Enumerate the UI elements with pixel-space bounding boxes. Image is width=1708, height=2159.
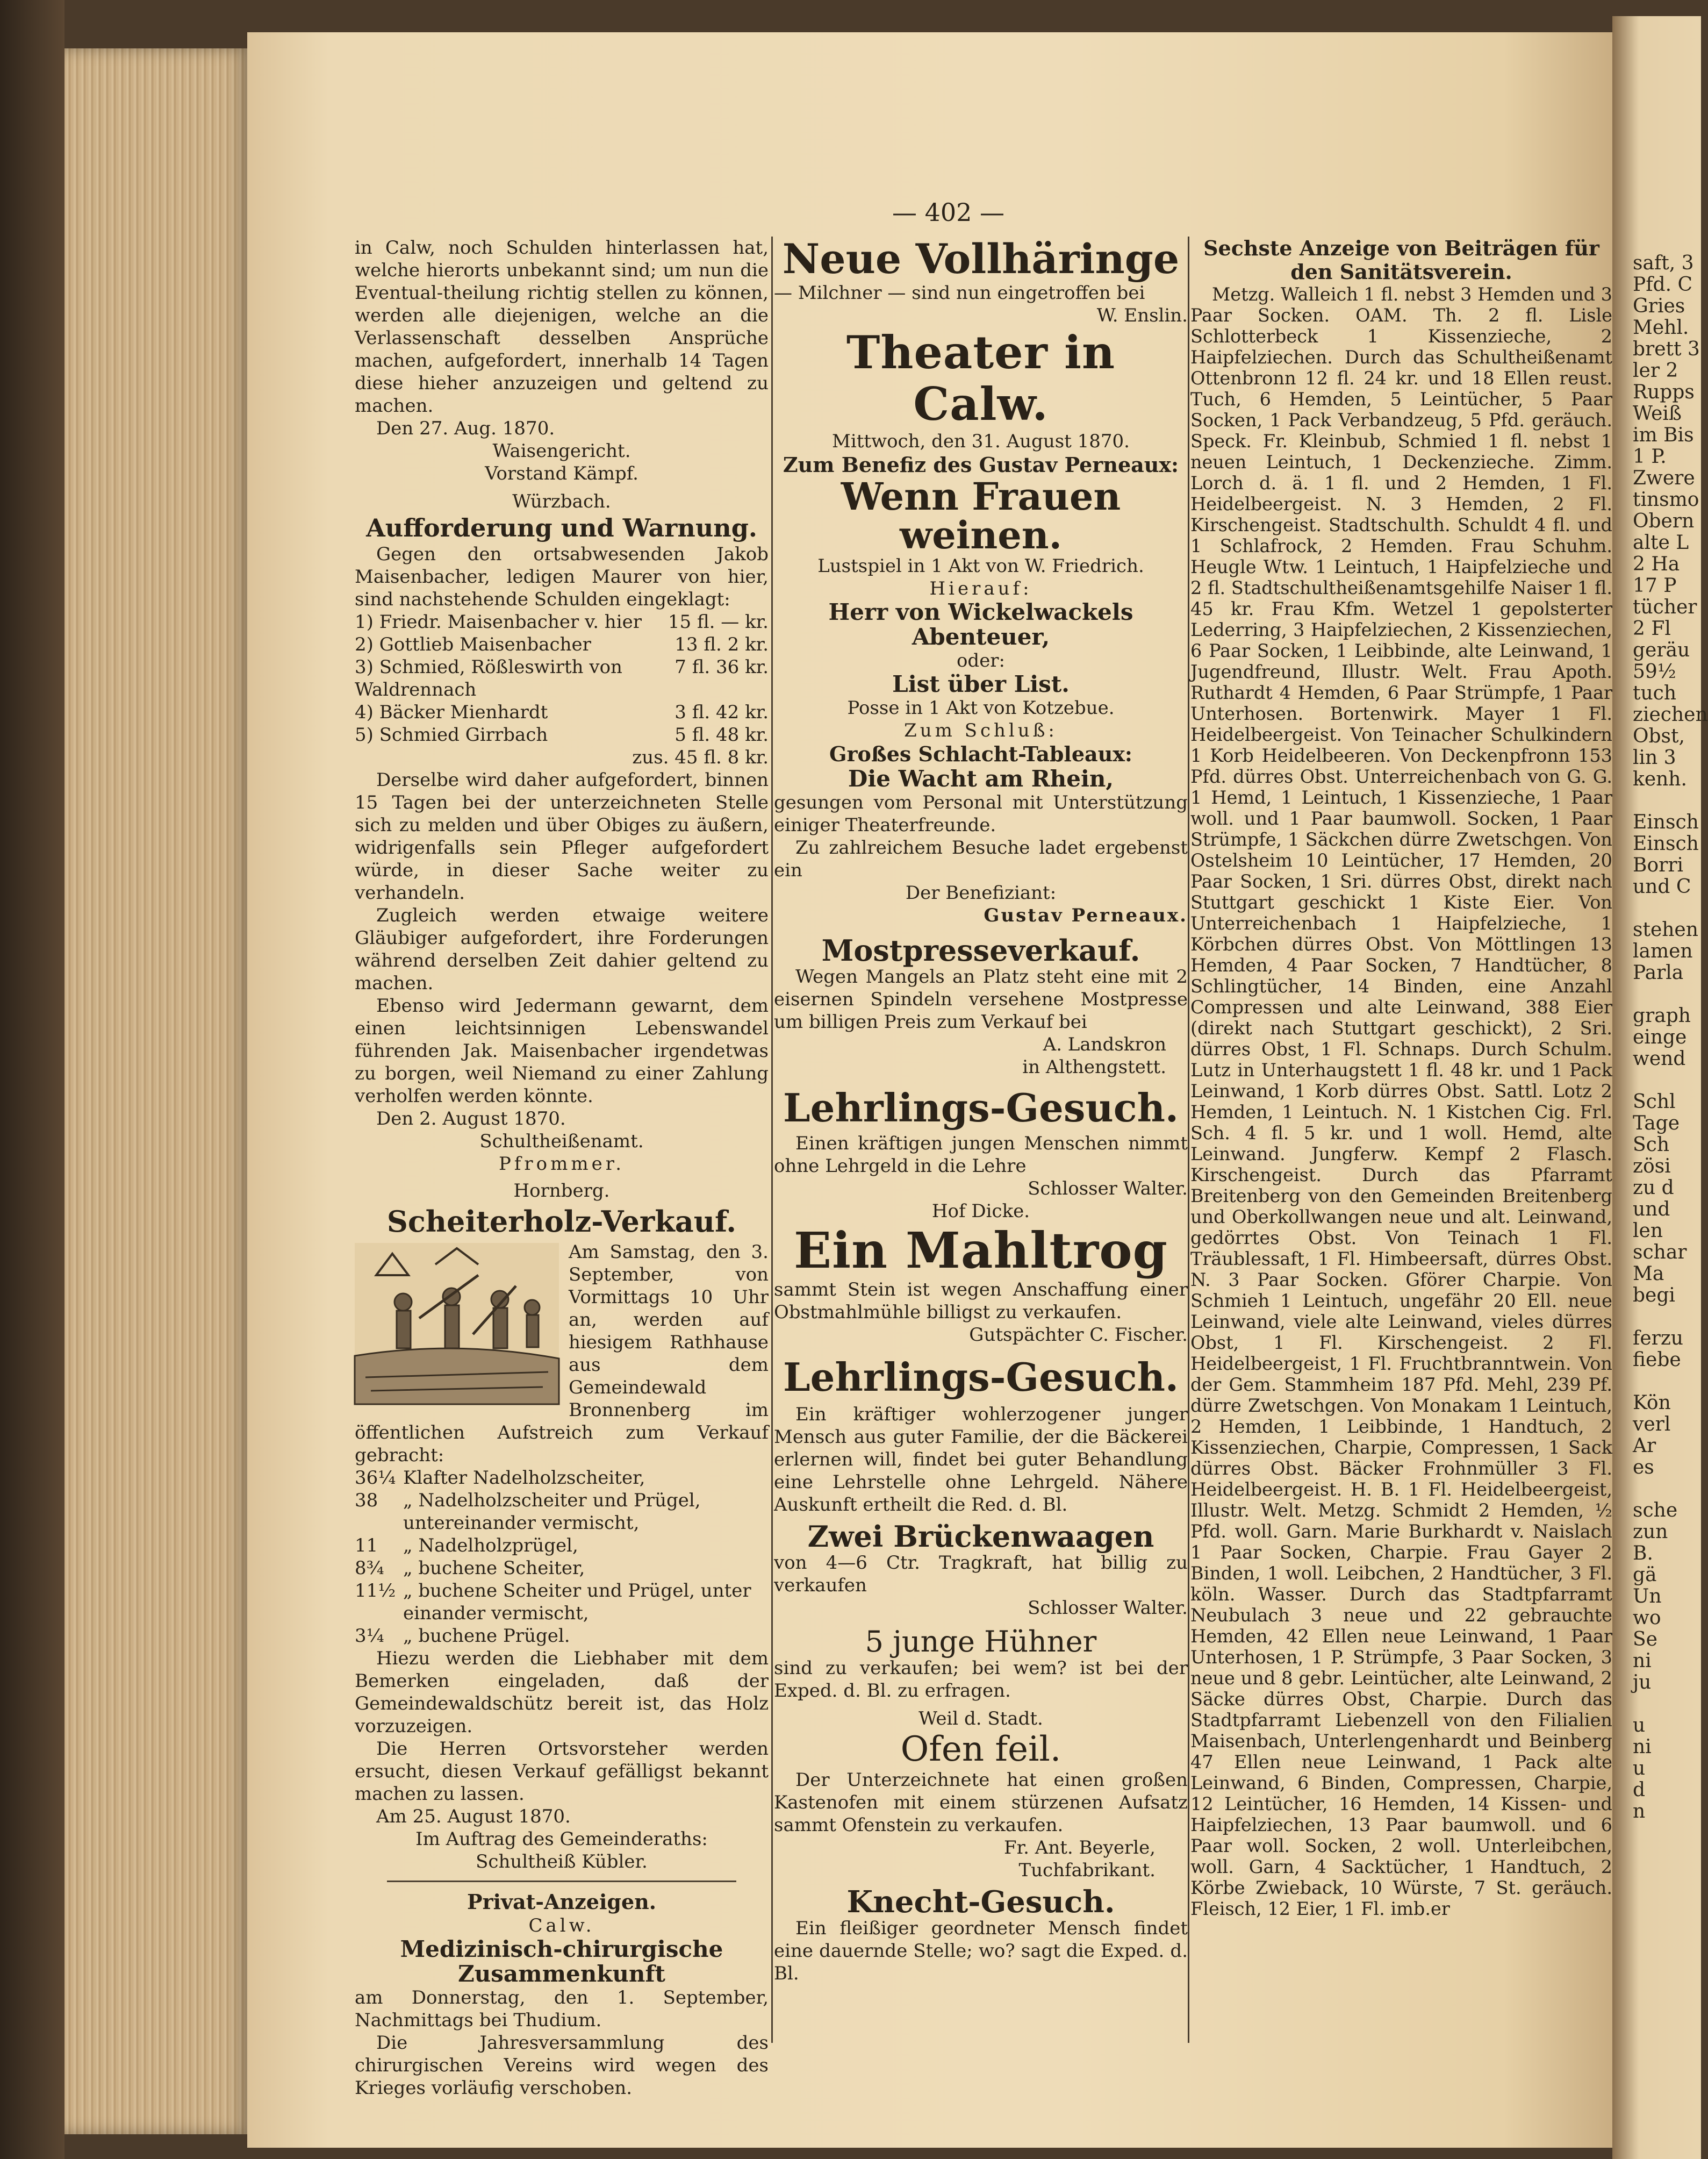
wood-item: „ Nadelholzprügel, xyxy=(403,1535,578,1556)
next-page-fragment: 1 P. xyxy=(1633,446,1667,468)
wood-quantity: 11 xyxy=(355,1535,378,1556)
ad-text: sind zu verkaufen; bei wem? ist bei der Exped. d. Bl. zu erfragen. xyxy=(774,1657,1188,1702)
next-page-fragment: Pfd. C xyxy=(1633,274,1693,296)
notice-court-head: Vorstand Kämpf. xyxy=(485,463,638,484)
wood-item: Klafter Nadelholzscheiter, xyxy=(403,1467,645,1489)
next-page-fragment: es xyxy=(1633,1456,1654,1478)
next-page-fragment: Mehl. xyxy=(1633,317,1689,339)
ad-signature: in Althengstett. xyxy=(1022,1056,1166,1078)
wood-item: „ buchene Prügel. xyxy=(403,1625,570,1647)
next-page-fragment: tücher xyxy=(1633,596,1697,618)
next-page-fragment: tinsmo xyxy=(1633,489,1699,511)
heading-lehrlings-2: Lehrlings-Gesuch. xyxy=(783,1354,1179,1400)
heading-private-ads: Privat-Anzeigen. xyxy=(467,1890,656,1914)
notice-date: Am 25. August 1870. xyxy=(376,1806,571,1827)
next-page-fragment: Kön xyxy=(1633,1392,1671,1414)
notice-authority: Im Auftrag des Gemeinderaths: xyxy=(415,1828,708,1850)
ad-text: sammt Stein ist wegen Anschaffung einer Obstmahlmühle billigst zu verkaufen. xyxy=(774,1279,1188,1323)
debt-row xyxy=(355,656,769,701)
column-rule xyxy=(1188,237,1189,2043)
debt-creditor: 4) Bäcker Mienhardt xyxy=(355,702,548,723)
ad-signature: Gustav Perneaux. xyxy=(984,905,1188,926)
debt-amount: 3 fl. 42 kr. xyxy=(674,702,769,723)
next-page-fragment: gä xyxy=(1633,1564,1657,1586)
heading-play-title: Wenn Frauen weinen. xyxy=(841,474,1121,557)
ad-text: Ein kräftiger wohlerzogener junger Mensch aus guter Familie, der die Bäckerei erlernen will, findet bei guter Behandlung eine Lehrstelle ohne Lehrgeld. Nähere Auskunft ertheilt die Red. d. Bl. xyxy=(774,1404,1188,1515)
ad-text: — Milchner — sind nun eingetroffen bei xyxy=(774,282,1145,304)
debt-amount: 7 fl. 36 kr. xyxy=(674,656,769,678)
wood-table xyxy=(355,1467,769,1647)
next-page-fragment: Einsch xyxy=(1633,833,1699,855)
ad-text: Ein fleißiger geordneter Mensch findet eine dauernde Stelle; wo? sagt die Exped. d. Bl. xyxy=(774,1918,1188,1984)
wood-quantity: 11½ xyxy=(355,1580,396,1602)
heading-zusammenkunft: Medizinisch-chirurgische Zusammenkunft xyxy=(400,1936,723,1987)
page-number: — 402 — xyxy=(892,198,1005,227)
wood-row xyxy=(355,1489,769,1534)
column-rule xyxy=(771,237,773,2043)
heading-wacht: Die Wacht am Rhein, xyxy=(848,766,1114,792)
ad-signature: A. Landskron xyxy=(1043,1034,1166,1055)
notice-text: Zugleich werden etwaige weitere Gläubiger aufgefordert, ihre Forderungen während derselben Zeit dahier geltend zu machen. xyxy=(355,905,769,994)
notice-place: Calw. xyxy=(528,1915,595,1936)
next-page-fragment: sche xyxy=(1633,1499,1678,1521)
debt-creditor: 5) Schmied Girrbach xyxy=(355,724,548,746)
wood-quantity: 8¾ xyxy=(355,1557,384,1579)
heading-brueckenwaagen: Zwei Brückenwaagen xyxy=(807,1519,1154,1554)
ad-text: Zu zahlreichem Besuche ladet ergebenst ein xyxy=(774,837,1188,881)
next-page-fragment: Sch xyxy=(1633,1134,1670,1156)
wood-quantity: 38 xyxy=(355,1490,378,1511)
ad-text: Posse in 1 Akt von Kotzebue. xyxy=(847,697,1115,719)
next-page-fragment: tuch xyxy=(1633,682,1676,704)
heading-huehner: 5 junge Hühner xyxy=(865,1625,1097,1658)
debt-row xyxy=(355,701,769,724)
notice-place: Würzbach. xyxy=(512,491,611,512)
book-spine xyxy=(0,0,64,2159)
next-page-fragment: Se xyxy=(1633,1628,1657,1650)
next-page-fragment: ju xyxy=(1633,1671,1652,1693)
heading-sanitaetsverein: Sechste Anzeige von Beiträgen für den Sanitätsverein. xyxy=(1203,236,1599,284)
next-page-fragment: n xyxy=(1633,1800,1646,1822)
next-page-fragment: einge xyxy=(1633,1026,1687,1048)
debt-row xyxy=(355,633,769,656)
notice-text: Ebenso wird Jedermann gewarnt, dem einen leichtsinnigen Lebenswandel führenden Jak. Maisenbacher irgendetwas zu borgen, weil Niemand zu einer Zahlung verholfen werden könnte. xyxy=(355,995,769,1107)
debt-creditor: 1) Friedr. Maisenbacher v. hier xyxy=(355,611,642,633)
ad-text: Wegen Mangels an Platz steht eine mit 2 eisernen Spindeln versehene Mostpresse um billigen Preis zum Verkauf bei xyxy=(774,966,1188,1033)
notice-text: Am Samstag, den 3. September, von Vormittags 10 Uhr an, werden auf hiesigem Rathhause aus dem Gemeindewald Bronnenberg im öffentlichen Aufstreich zum Verkauf gebracht: xyxy=(355,1241,769,1466)
ad-place: Hof Dicke. xyxy=(931,1200,1030,1222)
section-divider xyxy=(387,1881,736,1882)
next-page-fragment: Borri xyxy=(1633,854,1684,876)
heading-play-title: List über List. xyxy=(892,671,1070,697)
next-page-fragment: kenh. xyxy=(1633,768,1687,790)
ad-signature: Schlosser Walter. xyxy=(1028,1597,1188,1619)
notice-text: Derselbe wird daher aufgefordert, binnen 15 Tagen bei der unterzeichneten Stelle sich zu melden und über Obiges zu äußern, widrigenfalls sein Pfleger aufgefordert würde, in dieser Sache weiter zu verhandeln. xyxy=(355,769,769,904)
next-page-fragment: zösi xyxy=(1633,1155,1671,1177)
next-page-fragment: Tage xyxy=(1633,1112,1680,1134)
debt-amount: 13 fl. 2 kr. xyxy=(674,634,769,655)
wood-row xyxy=(355,1579,769,1625)
next-page-fragment: fiebe xyxy=(1633,1349,1681,1371)
next-page-fragment: schar xyxy=(1633,1241,1687,1263)
next-page-fragment: 2 Fl xyxy=(1633,618,1671,640)
notice-intro-text: in Calw, noch Schulden hinterlassen hat, welche hierorts unbekannt sind; um nun die Eventual-theilung richtig stellen zu können, werden alle diejenigen, welche an die Verlassenschaft desselben Ansprüche machen, aufgefordert, innerhalb 14 Tagen diese hieher anzuzeigen und geltend zu machen. xyxy=(355,237,769,417)
notice-date: Den 27. Aug. 1870. xyxy=(376,418,555,439)
debt-row xyxy=(355,724,769,746)
next-page-fragment: Ar xyxy=(1633,1435,1656,1457)
heading-mostpresse: Mostpresseverkauf. xyxy=(821,933,1140,968)
debt-creditor: 3) Schmied, Rößleswirth von Waldrennach xyxy=(355,656,622,700)
next-page-fragment: saft, 3 xyxy=(1633,252,1694,274)
next-page-fragment: ler 2 xyxy=(1633,360,1678,382)
page-edges xyxy=(64,48,253,2134)
notice-signature: Schultheiß Kübler. xyxy=(476,1851,648,1872)
debt-row xyxy=(355,611,769,633)
next-page-fragment: 2 Ha xyxy=(1633,553,1680,575)
next-page-fragment: begi xyxy=(1633,1284,1675,1306)
next-page-fragment: alte L xyxy=(1633,532,1689,554)
column-right xyxy=(1190,237,1612,2043)
notice-text: Die Jahresversammlung des chirurgischen Vereins wird wegen des Krieges vorläufig verschoben. xyxy=(355,2032,769,2099)
next-page-fragment: zu d xyxy=(1633,1177,1674,1199)
ad-text: Hierauf: xyxy=(929,578,1032,599)
next-page-fragment: geräu xyxy=(1633,639,1690,661)
ad-signature: Schlosser Walter. xyxy=(1028,1178,1188,1199)
next-page-fragment: wo xyxy=(1633,1607,1661,1629)
debts-sum: zus. 45 fl. 8 kr. xyxy=(632,747,769,768)
heading-mahltrog: Ein Mahltrog xyxy=(794,1221,1168,1279)
next-page-fragment: lin 3 xyxy=(1633,747,1676,769)
notice-signature: Pfrommer. xyxy=(498,1153,625,1175)
next-page-fragment: Parla xyxy=(1633,962,1684,984)
ad-text: Zum Schluß: xyxy=(904,720,1058,741)
ad-benefit: Zum Benefiz des Gustav Perneaux: xyxy=(783,453,1179,477)
ad-signature: W. Enslin. xyxy=(1096,305,1188,326)
next-page-fragment: len xyxy=(1633,1220,1663,1242)
next-page-fragment: Obst, xyxy=(1633,725,1685,747)
ad-text: Lustspiel in 1 Akt von W. Friedrich. xyxy=(817,555,1144,577)
next-page-fragment: ferzu xyxy=(1633,1327,1683,1349)
ad-signature: Fr. Ant. Beyerle, xyxy=(1004,1837,1156,1858)
next-page-fragment: d xyxy=(1633,1779,1646,1801)
next-page-fragment: Ma xyxy=(1633,1263,1664,1285)
next-page-fragment: Zwere xyxy=(1633,467,1695,489)
column-middle xyxy=(774,237,1188,2043)
next-page-fragment: 17 P xyxy=(1633,575,1677,597)
next-page-fragment: u xyxy=(1633,1714,1646,1736)
wood-item: „ buchene Scheiter und Prügel, unter einander vermischt, xyxy=(403,1580,751,1624)
wood-quantity: 36¼ xyxy=(355,1467,396,1489)
notice-text: Die Herren Ortsvorsteher werden ersucht, diesen Verkauf gefälligst bekannt machen zu lassen. xyxy=(355,1738,769,1805)
notice-office: Schultheißenamt. xyxy=(479,1131,644,1152)
next-page-fragment: Schl xyxy=(1633,1091,1676,1113)
notice-text: Gegen den ortsabwesenden Jakob Maisenbacher, ledigen Maurer von hier, sind nachstehende Schulden eingeklagt: xyxy=(355,544,769,610)
next-page-fragment: stehen xyxy=(1633,919,1698,941)
heading-lehrlings-1: Lehrlings-Gesuch. xyxy=(783,1085,1179,1131)
wood-row xyxy=(355,1625,769,1647)
ad-text: Der Unterzeichnete hat einen großen Kastenofen mit einem stürzenen Aufsatz sammt Ofenstein zu verkaufen. xyxy=(774,1769,1188,1836)
next-page-fragment: B. xyxy=(1633,1542,1653,1564)
ad-text: von 4—6 Ctr. Tragkraft, hat billig zu verkaufen xyxy=(774,1552,1188,1596)
woodcut-illustration xyxy=(355,1243,559,1404)
wood-row xyxy=(355,1467,769,1489)
next-page-fragment: brett 3 xyxy=(1633,338,1700,360)
wood-quantity: 3¼ xyxy=(355,1625,384,1647)
next-page-fragment: Rupps xyxy=(1633,381,1695,403)
next-page-fragment: und xyxy=(1633,1198,1670,1220)
heading-play-title: Herr von Wickelwackels Abenteuer, xyxy=(828,599,1133,650)
ad-text: Einen kräftigen jungen Menschen nimmt ohne Lehrgeld in die Lehre xyxy=(774,1133,1188,1177)
donation-list-text: Metzg. Walleich 1 fl. nebst 3 Hemden und 3 Paar Socken. OAM. Th. 2 fl. Lisle Schlotterbeck 1 Kissenzieche, 2 Haipfelziechen. Durch das Schultheißenamt Ottenbronn 12 fl. 24 kr. und 18 Ellen reust. Tuch, 6 Hemden, 5 Leintücher, 5 Paar Socken, 1 Pack Verbandzeug, 5 Pfd. geräuch. Speck. Fr. Kleinbub, Schmied 1 fl. nebst 1 neuen Leintuch, 1 Deckenzieche. Zimm. Lorch d. ä. 1 fl. und 2 Hemden, 1 Fl. Heidelbeergeist. N. 3 Hemden, 2 Fl. Kirschengeist. Stadtschulth. Schuldt 4 fl. und 1 Schlafrock, 2 Hemden. Frau Schuhm. Heugle Wtw. 1 Leintuch, 1 Haipfelzieche und 2 fl. Stadtschultheißenamtsgehilfe Naiser 1 fl. 45 kr. Frau Kfm. Wetzel 1 gepolsterter Lederring, 3 Haipfelziechen, 2 Kissenziechen, 6 Paar Socken, 1 Leibbinde, alte Leinwand, 1 Jugendfreund, Illustr. Welt. Frau Apoth. Ruthardt 4 Hemden, 6 Paar Strümpfe, 1 Paar Unterhosen. Bortenwirk. Mayer 1 Fl. Heidelbeergeist. Von Teinacher Schulkindern 1 Korb Heidelbeeren. Von Deckenpfronn 153 Pfd. dürres Obst. Unterreichenbach von G. G. 1 Hemd, 1 Leintuch, 1 Kissenzieche, 1 Paar woll. und 1 Paar baumwoll. Socken, 1 Paar Strümpfe, 1 Säckchen dürre Zwetschgen. Von Ostelsheim 10 Leintücher, 17 Hemden, 20 Paar Socken, 1 Sri. dürres Obst, direkt nach Stuttgart geschickt 1 Kiste Eier. Von Unterreichenbach 1 Haipfelzieche, 1 Körbchen dürres Obst. Von Möttlingen 13 Hemden, 4 Paar Socken, 7 Handtücher, 8 Schlingtücher, 14 Binden, eine Anzahl Compressen und alte Leinwand, 388 Eier (direkt nach Stuttgart geschickt), 2 Sri. dürres Obst, 1 Fl. Schnaps. Durch Schulm. Lutz in Unterhaugstett 1 fl. 48 kr. und 1 Pack Leinwand, 1 Korb dürres Obst. Sattl. Lotz 2 Hemden, 1 Leintuch. N. 1 Kistchen Cig. Frl. Sch. 4 fl. 5 kr. und 1 woll. Hemd, alte Leinwand. Jungferw. Kempf 2 Flasch. Kirschengeist. Durch das Pfarramt Breitenberg von den Gemeinden Breitenberg und Oberkollwangen neue und alt. Leinwand, gedörrtes Obst. Von Teinach 1 Fl. Träublessaft, 1 Fl. Himbeersaft, dürres Obst. N. 3 Paar Socken. Gförer Charpie. Von Schmieh 1 Leintuch, ungefähr 20 Ell. neue Leinwand, viele alte Leinwand, vieles dürres Obst, 1 Fl. Kirschengeist. 2 Fl. Heidelbeergeist, 1 Fl. Fruchtbranntwein. Von der Gem. Stammheim 187 Pfd. Mehl, 239 Pf. dürre Zwetschgen. Von Monakam 1 Leintuch, 2 Hemden, 1 Leibbinde, 1 Handtuch, 2 Kissenziechen, Charpie, Compressen, 1 Sack dürres Obst. Bäcker Frohnmüller 3 Fl. Heidelbeergeist. H. B. 1 Fl. Heidelbeergeist, Illustr. Welt. Metzg. Schmidt 2 Hemden, ½ Pfd. woll. Garn. Marie Burkhardt v. Naislach 1 Paar Socken, Charpie. Frau Gayer 2 Binden, 1 woll. Leibchen, 2 Handtücher, 3 Fl. köln. Wasser. Durch das Stadtpfarramt Neubulach 3 neue und 22 gebrauchte Hemden, 42 Ellen neue Leinwand, 1 Paar Unterhosen, 1 P. Strümpfe, 3 Paar Socken, 3 neue und 8 gebr. Leintücher, alte Leinwand, 2 Säcke dürres Obst, Charpie. Durch das Stadtpfarramt Liebenzell von den Filialien Maisenbach, Unterlengenhardt und Beinberg 47 Ellen neue Leinwand, 1 Pack alte Leinwand, 6 Binden, Compressen, Charpie, 12 Leintücher, 16 Hemden, 14 Kissen- und Haipfelziechen, 13 Paar baumwoll. und 6 Paar woll. Socken, 2 woll. Unterleibchen, woll. Garn, 4 Sacktücher, 1 Handtuch, 2 Körbe Zwieback, 10 Würste, 7 St. geräuch. Fleisch, 12 Eier, 1 Fl. imb.er xyxy=(1190,284,1612,1919)
column-left xyxy=(355,237,769,2099)
notice-date: Den 2. August 1870. xyxy=(376,1108,566,1129)
heading-scheiterholz: Scheiterholz-Verkauf. xyxy=(386,1204,737,1239)
ad-signature: Tuchfabrikant. xyxy=(1018,1860,1156,1881)
ad-signature: Gutspächter C. Fischer. xyxy=(969,1324,1188,1346)
heading-theater: Theater in Calw. xyxy=(846,326,1116,431)
next-page-edge xyxy=(1612,16,1708,2159)
wood-row xyxy=(355,1557,769,1579)
wood-row xyxy=(355,1534,769,1557)
next-page-fragment: Un xyxy=(1633,1585,1662,1607)
heading-vollhaeringe: Neue Vollhäringe xyxy=(782,235,1180,283)
next-page-fragment: graph xyxy=(1633,1005,1691,1027)
next-page-fragment: ni xyxy=(1633,1736,1652,1758)
heading-ofen: Ofen feil. xyxy=(900,1729,1061,1769)
ad-text: Der Benefiziant: xyxy=(905,882,1057,904)
notice-court: Waisengericht. xyxy=(492,440,631,462)
next-page-fragment: ni xyxy=(1633,1650,1652,1672)
next-page-fragment: zun xyxy=(1633,1521,1668,1543)
next-page-fragment: u xyxy=(1633,1757,1646,1779)
ad-text: oder: xyxy=(956,650,1006,671)
ad-text: gesungen vom Personal mit Unterstützung einiger Theaterfreunde. xyxy=(774,792,1188,836)
debt-amount: 15 fl. — kr. xyxy=(668,611,769,633)
notice-place: Hornberg. xyxy=(513,1180,610,1202)
next-page-fragment: ziechen xyxy=(1633,704,1708,726)
next-page-fragment: Gries xyxy=(1633,295,1685,317)
next-page-fragment: lamen xyxy=(1633,940,1693,962)
debt-creditor: 2) Gottlieb Maisenbacher xyxy=(355,634,591,655)
debt-amount: 5 fl. 48 kr. xyxy=(674,724,769,746)
next-page-fragment: verl xyxy=(1633,1413,1671,1435)
next-page-fragment: Einsch xyxy=(1633,811,1699,833)
next-page-fragment: im Bis xyxy=(1633,424,1694,446)
next-page-fragment: und C xyxy=(1633,876,1691,898)
notice-text: Hiezu werden die Liebhaber mit dem Bemerken eingeladen, daß der Gemeindewaldschütz bereit ist, das Holz vorzuzeigen. xyxy=(355,1648,769,1737)
wood-item: „ Nadelholzscheiter und Prügel, untereinander vermischt, xyxy=(403,1490,701,1534)
wood-item: „ buchene Scheiter, xyxy=(403,1557,585,1579)
next-page-fragment: 59½ xyxy=(1633,661,1676,683)
heading-aufforderung: Aufforderung und Warnung. xyxy=(366,513,757,542)
debts-table xyxy=(355,611,769,746)
heading-knecht: Knecht-Gesuch. xyxy=(846,1884,1115,1920)
ad-place: Weil d. Stadt. xyxy=(918,1708,1043,1729)
next-page-fragment: Weiß xyxy=(1633,403,1682,425)
next-page-fragment: Obern xyxy=(1633,510,1695,532)
notice-text: am Donnerstag, den 1. September, Nachmittags bei Thudium. xyxy=(355,1987,769,2031)
ad-date: Mittwoch, den 31. August 1870. xyxy=(832,431,1130,452)
next-page-fragment: wend xyxy=(1633,1048,1686,1070)
heading-tableau: Großes Schlacht-Tableaux: xyxy=(829,742,1132,766)
